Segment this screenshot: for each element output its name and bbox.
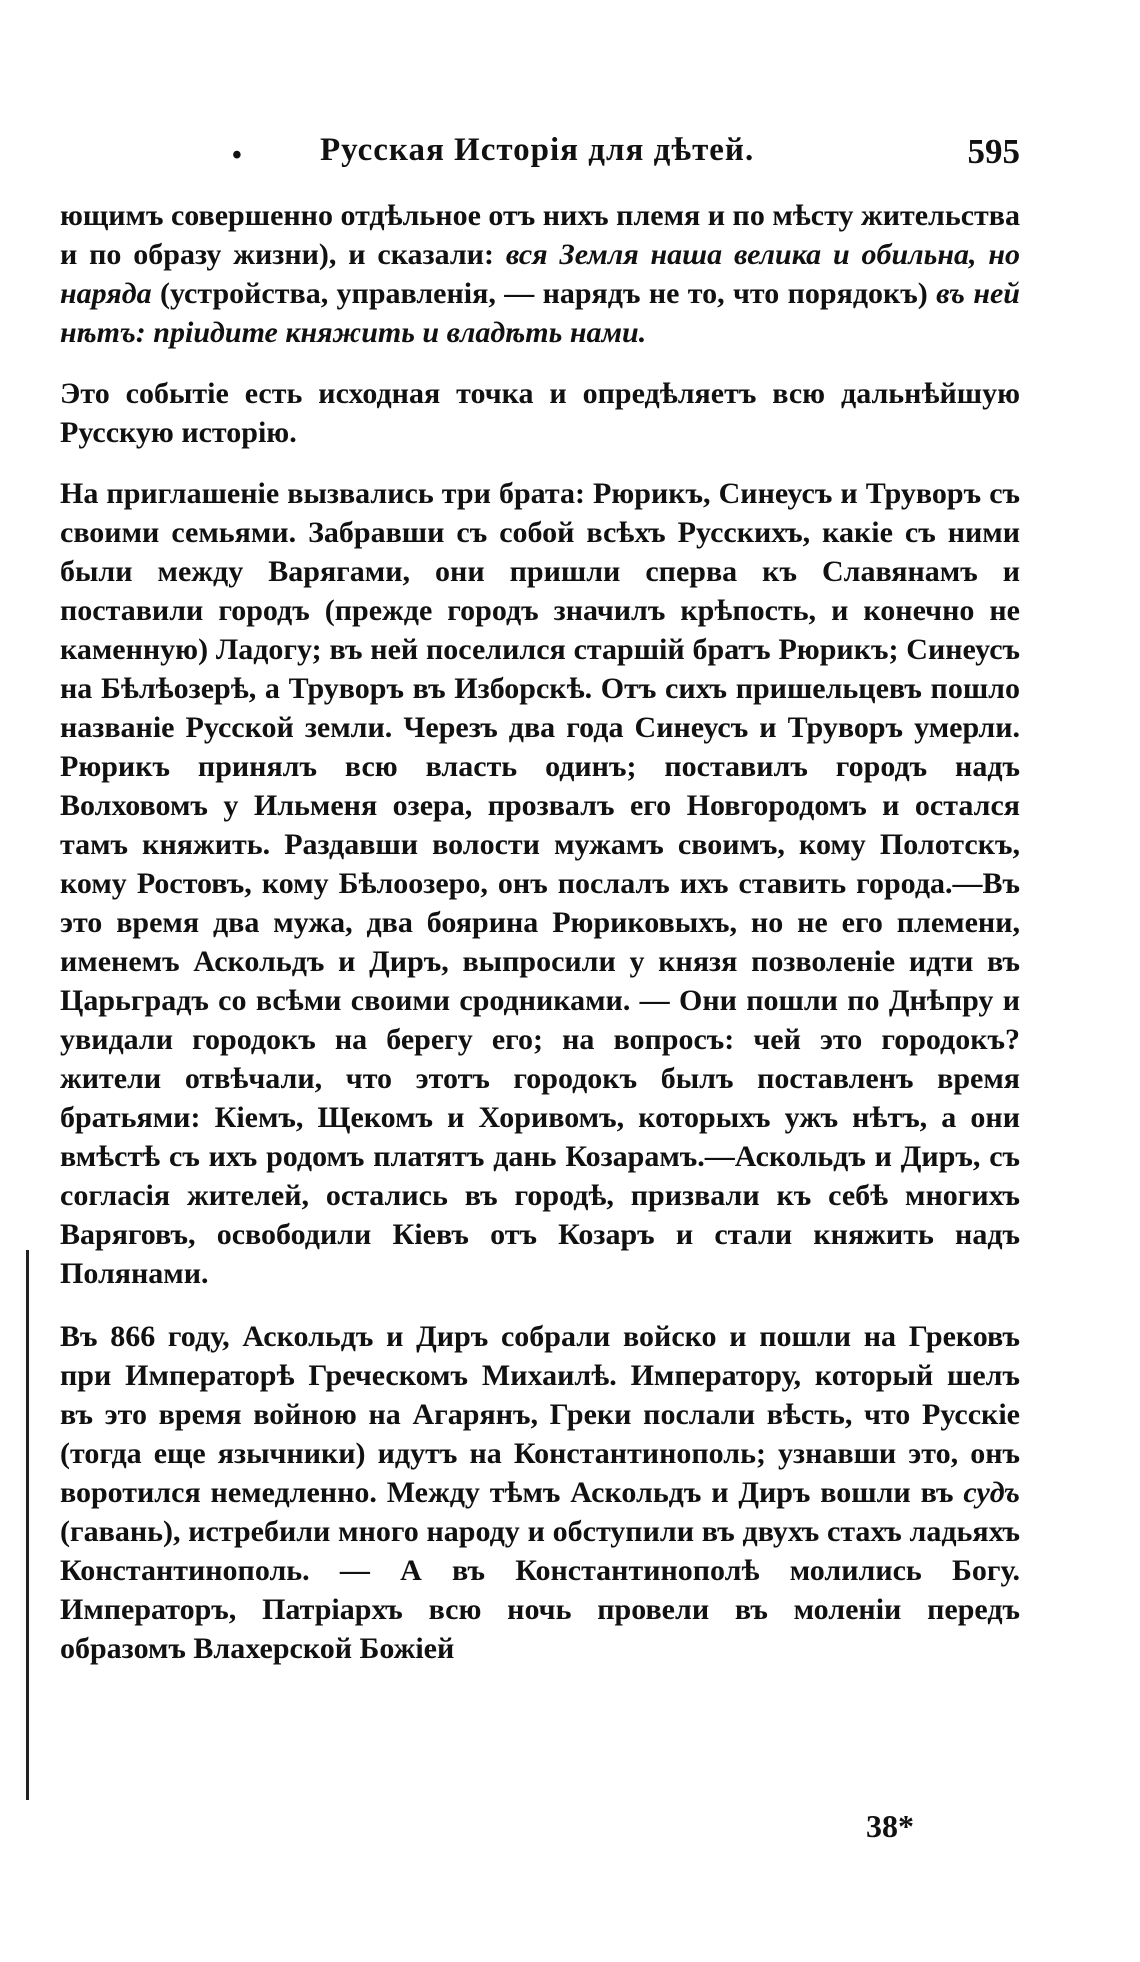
paragraph-1 xyxy=(60,196,1020,352)
paragraph-2 xyxy=(60,374,1020,452)
paragraph-1-quote-a: вся Земля наша велика и обильна, но наряда xyxy=(60,238,1020,310)
paragraph-4-text-b: (гавань), истребили много народу и обступили въ двухъ стахъ ладьяхъ Константинополь. — А въ Константинополѣ молились Богу. Императоръ, Патрiархъ всю ночь провели въ моленiи передъ образомъ Влахерской Божiей xyxy=(60,1515,1020,1665)
header-mark: • xyxy=(232,140,242,171)
paragraph-1-quote-b: въ ней нѣтъ: прiидите княжить и владѣть нами. xyxy=(60,277,1020,349)
paragraph-3-text: На приглашенiе вызвались три брата: Рюрикъ, Синеусъ и Труворъ съ своими семьями. Забравши съ собой всѣхъ Русскихъ, какiе съ ними были между Варягами, они пришли сперва къ Славянамъ и поставили городъ (прежде городъ значилъ крѣпость, и конечно не каменную) Ладогу; въ ней поселился старшiй братъ Рюрикъ; Синеусъ на Бѣлѣозерѣ, а Труворъ въ Изборскѣ. Отъ сихъ пришельцевъ пошло названiе Русской земли. Черезъ два года Синеусъ и Труворъ умерли. Рюрикъ принялъ всю власть одинъ; поставилъ городъ надъ Волховомъ у Ильменя озера, прозвалъ его Новгородомъ и остался тамъ княжить. Раздавши волости мужамъ своимъ, кому Полотскъ, кому Ростовъ, кому Бѣлоозеро, онъ послалъ ихъ ставить города.—Въ это время два мужа, два боярина Рюриковыхъ, но не его племени, именемъ Аскольдъ и Диръ, выпросили у князя позволенiе идти въ Царьградъ со всѣми своими сродниками. — Они пошли по Днѣпру и увидали городокъ на берегу его; на вопросъ: чей это городокъ? жители отвѣчали, что этотъ городокъ былъ поставленъ время братьями: Кiемъ, Щекомъ и Хоривомъ, которыхъ ужъ нѣтъ, а они вмѣстѣ съ ихъ родомъ платятъ дань Козарамъ.—Аскольдъ и Диръ, съ согласiя жителей, остались въ городѣ, призвали къ себѣ многихъ Варяговъ, освободили Кiевъ отъ Козаръ и стали княжить надъ Полянами. xyxy=(60,477,1020,1290)
page-edge-rule xyxy=(26,1250,29,1800)
paragraph-1-text-a: ющимъ совершенно отдѣльное отъ нихъ племя и по мѣсту жительства и по образу жизни), и сказали: xyxy=(60,199,1020,271)
running-title: Русская Исторiя для дѣтей. xyxy=(320,132,755,168)
page-number: 595 xyxy=(967,132,1020,171)
paragraph-4-italic-term: судъ xyxy=(963,1476,1020,1509)
body-text xyxy=(60,196,1020,1668)
running-header xyxy=(60,132,1020,176)
signature-mark: 38* xyxy=(866,1808,914,1844)
paragraph-4 xyxy=(60,1317,1020,1668)
paragraph-3 xyxy=(60,474,1020,1293)
paragraph-4-text-a: Въ 866 году, Аскольдъ и Диръ собрали войско и пошли на Грековъ при Императорѣ Греческомъ Михаилѣ. Императору, который шелъ въ это время войною на Агарянъ, Греки послали вѣсть, что Русскiе (тогда еще язычники) идутъ на Константинополь; узнавши это, онъ воротился немедленно. Между тѣмъ Аскольдъ и Диръ вошли въ xyxy=(60,1320,1020,1509)
paragraph-2-text: Это событiе есть исходная точка и опредѣляетъ всю дальнѣйшую Русскую исторiю. xyxy=(60,377,1020,449)
paragraph-1-text-b: (устройства, управленiя, — нарядъ не то, что порядокъ) xyxy=(151,277,937,310)
